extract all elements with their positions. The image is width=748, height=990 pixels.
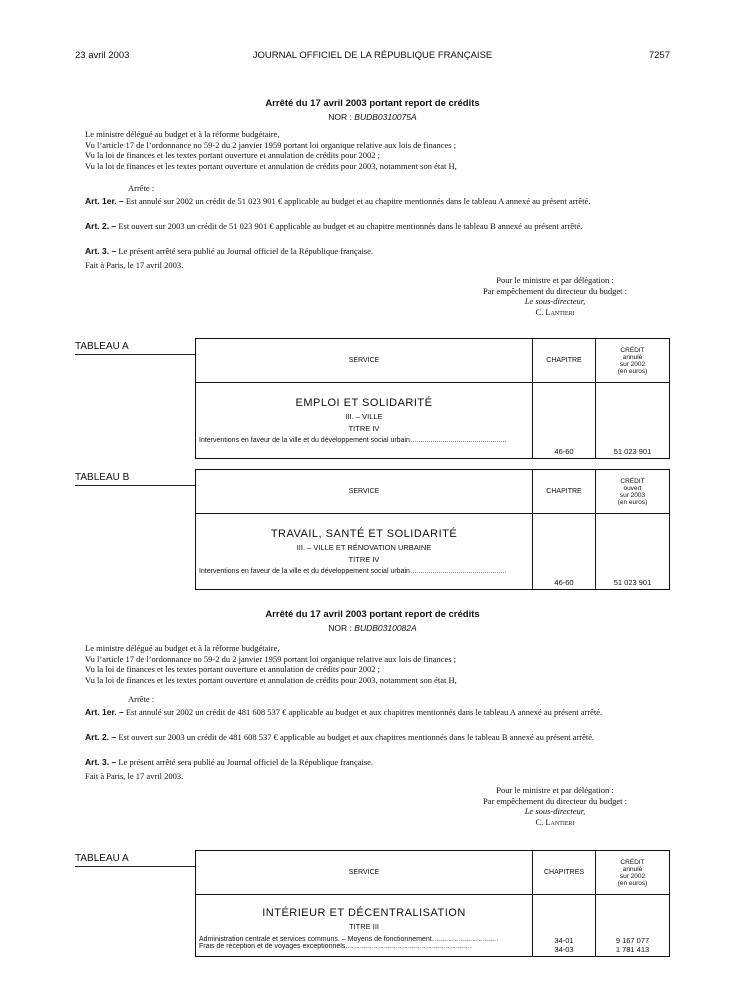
ministry-name: TRAVAIL, SANTÉ ET SOLIDARITÉ <box>270 528 458 540</box>
arrete-1-article-1: Art. 1er. – Est annulé sur 2002 un crédit de 51 023 901 € applicable au budget et au chapitre mentionnés dans le tableau A annexé au présent arrêté. <box>85 196 591 206</box>
arrete-2-article-1: Art. 1er. – Est annulé sur 2002 un crédit de 481 608 537 € applicable au budget et aux chapitres mentionnés dans le tableau A annexé au présent arrêté. <box>85 707 603 717</box>
titre-label: TITRE IV <box>348 424 380 433</box>
chapitre-cell: 46-60 <box>533 383 596 459</box>
visa-line: Vu la loi de finances et les textes portant ouverture et annulation de crédits pour 2002 ; <box>85 150 381 160</box>
arrete-1-article-2: Art. 2. – Est ouvert sur 2003 un crédit de 51 023 901 € applicable au budget et au chapitre mentionnés dans le tableau B annexé au présent arrêté. <box>85 221 583 231</box>
visa-line: Le ministre délégué au budget et à la réforme budgétaire, <box>85 643 280 653</box>
divider <box>75 354 195 355</box>
col-chapitre-header: CHAPITRE <box>533 339 596 383</box>
visa-line: Vu la loi de finances et les textes portant ouverture et annulation de crédits pour 2003, notamment son état H, <box>85 674 457 685</box>
visa-line: Vu la loi de finances et les textes portant ouverture et annulation de crédits pour 2003, notamment son état H, <box>85 160 457 171</box>
section-subtitle: III. – VILLE <box>345 412 383 421</box>
service-cell <box>196 383 533 459</box>
header-journal: JOURNAL OFFICIEL DE LA RÉPUBLIQUE FRANÇAISE <box>252 50 493 61</box>
arrete-2-article-3: Art. 3. – Le présent arrêté sera publié au Journal officiel de la République française. <box>85 757 374 767</box>
titre-label: TITRE IV <box>348 555 380 564</box>
arrete-1-article-3: Art. 3. – Le présent arrêté sera publié au Journal officiel de la République française. <box>85 246 374 256</box>
col-credit-header: CRÉDIT ouvert sur 2003 (en euros) <box>596 470 670 514</box>
table-row-label: Interventions en faveur de la ville et du développement social urbain………………………………………… <box>199 437 506 444</box>
arrete-1-nor: NOR : BUDB0310075A <box>328 112 417 122</box>
arrete-1-visas <box>85 129 670 171</box>
arrete-2-arrete-word: Arrête : <box>128 694 155 704</box>
ministry-name: EMPLOI ET SOLIDARITÉ <box>295 397 433 409</box>
col-chapitre-header: CHAPITRE <box>533 470 596 514</box>
divider <box>75 485 195 486</box>
header-date: 23 avril 2003 <box>75 50 130 61</box>
col-credit-header: CRÉDIT annulé sur 2002 (en euros) <box>596 339 670 383</box>
service-cell <box>196 514 533 590</box>
service-cell <box>196 895 533 957</box>
col-service-header: SERVICE <box>196 470 533 514</box>
chapitre-cell: 46-60 <box>533 514 596 590</box>
credit-cell: 51 023 901 <box>596 383 670 459</box>
arrete-2-nor: NOR : BUDB0310082A <box>328 623 417 633</box>
arrete-1-fait: Fait à Paris, le 17 avril 2003. <box>85 260 184 270</box>
credit-cell: 9 167 077 1 781 413 <box>596 895 670 957</box>
titre-label: TITRE III <box>349 922 379 931</box>
col-service-header: SERVICE <box>196 851 533 895</box>
col-service-header: SERVICE <box>196 339 533 383</box>
visa-line: Vu la loi de finances et les textes portant ouverture et annulation de crédits pour 2002 ; <box>85 664 381 674</box>
arrete-2-fait: Fait à Paris, le 17 avril 2003. <box>85 771 184 781</box>
page-header <box>75 50 670 64</box>
header-page-number: 7257 <box>648 50 670 61</box>
visa-line: Vu l’article 17 de l’ordonnance no 59-2 du 2 janvier 1959 portant loi organique relative aux lois de finances ; <box>85 139 457 150</box>
tableau-a-table <box>195 338 670 459</box>
section-subtitle: III. – VILLE ET RÉNOVATION URBAINE <box>296 543 432 552</box>
col-chapitres-header: CHAPITRES <box>533 851 596 895</box>
divider <box>75 866 195 867</box>
arrete-2-title: Arrêté du 17 avril 2003 portant report de crédits <box>265 609 480 620</box>
ministry-name: INTÉRIEUR ET DÉCENTRALISATION <box>262 907 466 919</box>
arrete-1-title: Arrêté du 17 avril 2003 portant report de crédits <box>265 98 480 109</box>
arrete-1-arrete-word: Arrête : <box>128 183 155 193</box>
visa-line: Vu l’article 17 de l’ordonnance no 59-2 du 2 janvier 1959 portant loi organique relative aux lois de finances ; <box>85 653 457 664</box>
tableau-a-table <box>195 850 670 957</box>
visa-line: Le ministre délégué au budget et à la réforme budgétaire, <box>85 129 280 139</box>
tableau-a-label: TABLEAU A <box>75 853 129 864</box>
tableau-b-label: TABLEAU B <box>75 472 130 483</box>
col-credit-header: CRÉDIT annulé sur 2002 (en euros) <box>596 851 670 895</box>
chapitre-cell: 34-01 34-03 <box>533 895 596 957</box>
credit-cell: 51 023 901 <box>596 514 670 590</box>
table-row-label: Frais de réception et de voyages exceptionnels……………………………………………………… <box>199 943 472 950</box>
tableau-b-table <box>195 469 670 590</box>
arrete-2-article-2: Art. 2. – Est ouvert sur 2003 un crédit de 481 608 537 € applicable au budget et aux chapitres mentionnés dans le tableau B annexé au présent arrêté. <box>85 732 595 742</box>
table-row-label: Administration centrale et services communs. – Moyens de fonctionnement…………………………… <box>199 936 498 943</box>
table-row-label: Interventions en faveur de la ville et du développement social urbain………………………………………… <box>199 568 506 575</box>
arrete-2-visas <box>85 643 670 685</box>
arrete-2-signature: Pour le ministre et par délégation : Par empêchement du directeur du budget : Le sous-directeur, C. Lantieri <box>483 785 627 827</box>
tableau-a-label: TABLEAU A <box>75 341 129 352</box>
arrete-1-signature: Pour le ministre et par délégation : Par empêchement du directeur du budget : Le sous-directeur, C. Lantieri <box>483 275 627 317</box>
